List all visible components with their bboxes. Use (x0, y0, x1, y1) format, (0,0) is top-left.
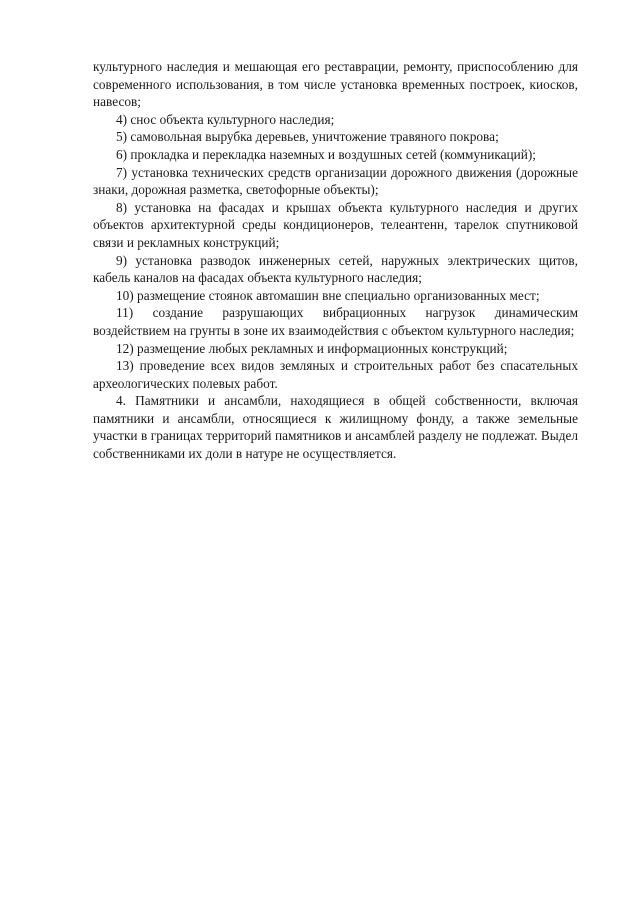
list-item-6: 6) прокладка и перекладка наземных и воздушных сетей (коммуникаций); (116, 146, 536, 162)
list-item-7: 7) установка технических средств организации дорожного движения (дорожные знаки, дорожная разметка, светофорные объекты); (93, 164, 578, 198)
list-item-8: 8) установка на фасадах и крышах объекта культурного наследия и других объектов архитектурной среды кондиционеров, телеантенн, тарелок спутниковой связи и рекламных конструкций; (93, 199, 578, 250)
section-4-paragraph: 4. Памятники и ансамбли, находящиеся в общей собственности, включая памятники и ансамбли, относящиеся к жилищному фонду, а также земельные участки в границах территорий памятников и ансамблей разделу не подлежат. Выдел собственниками их доли в натуре не осуществляется. (93, 393, 578, 462)
list-item-4: 4) снос объекта культурного наследия; (116, 111, 335, 127)
paragraph-continuation: культурного наследия и мешающая его реставрации, ремонту, приспособлению для современного использования, в том числе установка временных построек, киосков, навесов; (93, 59, 578, 110)
list-item-12: 12) размещение любых рекламных и информационных конструкций; (116, 340, 508, 356)
list-item-9: 9) установка разводок инженерных сетей, наружных электрических щитов, кабель каналов на фасадах объекта культурного наследия; (93, 252, 578, 286)
list-item-13: 13) проведение всех видов земляных и строительных работ без спасательных археологических полевых работ. (93, 358, 578, 391)
list-item-5: 5) самовольная вырубка деревьев, уничтожение травяного покрова; (116, 129, 499, 145)
document-body (93, 58, 578, 463)
list-item-11: 11) создание разрушающих вибрационных нагрузок динамическим воздействием на грунты в зоне их взаимодействия с объектом культурного наследия; (93, 305, 578, 338)
list-item-10: 10) размещение стоянок автомашин вне специально организованных мест; (116, 287, 540, 303)
